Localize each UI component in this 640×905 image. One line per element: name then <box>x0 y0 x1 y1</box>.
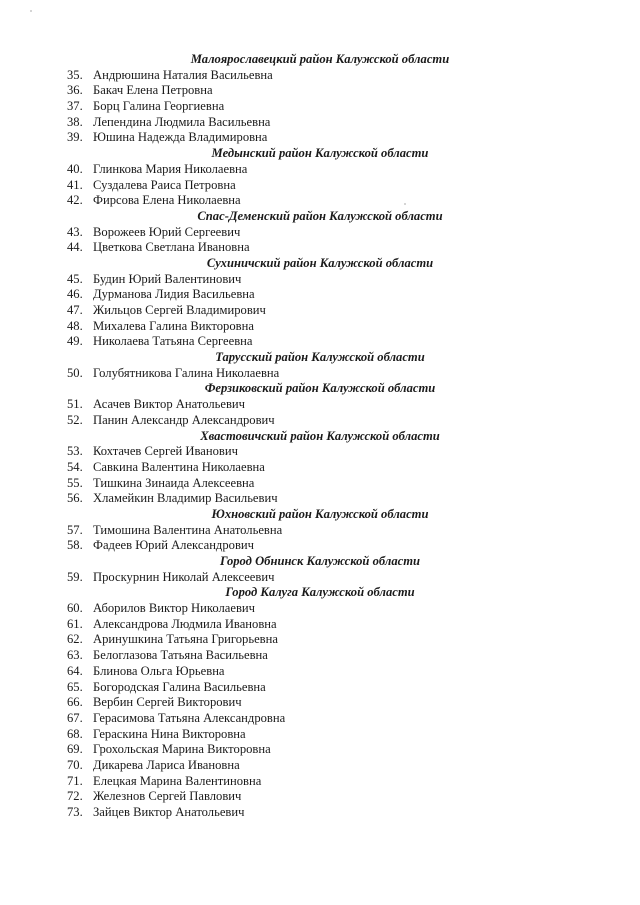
section-title: Ферзиковский район Калужской области <box>204 381 436 396</box>
section-heading <box>0 256 640 272</box>
section-heading <box>0 507 640 523</box>
list-item-name: Глинкова Мария Николаевна <box>93 161 248 176</box>
section-title: Медынский район Калужской области <box>211 146 429 161</box>
list-item-number: 51. <box>67 397 83 412</box>
list-item <box>0 366 640 382</box>
list-item-name: Железнов Сергей Павлович <box>93 789 242 804</box>
list-item <box>0 758 640 774</box>
list-item <box>0 444 640 460</box>
document-body <box>0 52 640 821</box>
list-item-number: 58. <box>67 538 83 553</box>
list-item-number: 45. <box>67 271 83 286</box>
list-item-number: 71. <box>67 773 83 788</box>
list-item-number: 60. <box>67 601 83 616</box>
list-item-number: 73. <box>67 805 83 819</box>
list-item-name: Николаева Татьяна Сергеевна <box>93 334 253 349</box>
list-item <box>0 711 640 727</box>
list-item-number: 65. <box>67 679 83 694</box>
section-heading <box>0 381 640 397</box>
section-heading <box>0 52 640 68</box>
list-item-name: Герасимова Татьяна Александровна <box>93 710 286 725</box>
list-item-number: 53. <box>67 444 83 459</box>
list-item-name: Савкина Валентина Николаевна <box>93 459 265 474</box>
list-item-number: 41. <box>67 177 83 192</box>
scan-speck <box>30 10 32 12</box>
list-item-number: 68. <box>67 726 83 741</box>
section-heading <box>0 585 640 601</box>
list-item-number: 48. <box>67 318 83 333</box>
list-item <box>0 397 640 413</box>
list-item-name: Аринушкина Татьяна Григорьевна <box>93 632 278 647</box>
list-item-number: 55. <box>67 475 83 490</box>
list-item <box>0 240 640 256</box>
list-item <box>0 178 640 194</box>
list-item-name: Белоглазова Татьяна Васильевна <box>93 648 268 663</box>
section-title: Юхновский район Калужской области <box>211 506 429 521</box>
list-item-name: Ворожеев Юрий Сергеевич <box>93 224 241 239</box>
list-item-number: 39. <box>67 130 83 145</box>
list-item <box>0 774 640 790</box>
list-item <box>0 538 640 554</box>
list-item-name: Михалева Галина Викторовна <box>93 318 254 333</box>
list-item-number: 66. <box>67 695 83 710</box>
list-item <box>0 334 640 350</box>
list-item-name: Панин Александр Александрович <box>93 412 275 427</box>
list-item-number: 42. <box>67 193 83 208</box>
list-item <box>0 162 640 178</box>
list-item-number: 35. <box>67 67 83 82</box>
list-item-number: 36. <box>67 83 83 98</box>
list-item <box>0 68 640 84</box>
list-item-name: Грохольская Марина Викторовна <box>93 742 271 757</box>
list-item <box>0 83 640 99</box>
list-item <box>0 115 640 131</box>
list-item-name: Вербин Сергей Викторович <box>93 695 242 710</box>
list-item-number: 70. <box>67 757 83 772</box>
list-item <box>0 648 640 664</box>
list-item-name: Борц Галина Георгиевна <box>93 99 225 114</box>
list-item-name: Александрова Людмила Ивановна <box>93 616 277 631</box>
section-heading <box>0 146 640 162</box>
list-item <box>0 319 640 335</box>
section-title: Сухиничский район Калужской области <box>206 255 434 270</box>
list-item-number: 64. <box>67 663 83 678</box>
list-item <box>0 632 640 648</box>
list-item-number: 56. <box>67 491 83 506</box>
list-item-name: Тимошина Валентина Анатольевна <box>93 522 283 537</box>
list-item-number: 43. <box>67 224 83 239</box>
section-title: Город Калуга Калужской области <box>225 585 415 600</box>
list-item <box>0 413 640 429</box>
list-item-number: 54. <box>67 459 83 474</box>
list-item-name: Гераскина Нина Викторовна <box>93 726 246 741</box>
list-item-number: 57. <box>67 522 83 537</box>
list-item-name: Жильцов Сергей Владимирович <box>93 303 266 317</box>
list-item <box>0 789 640 805</box>
list-item-number: 50. <box>67 365 83 380</box>
list-item-name: Елецкая Марина Валентиновна <box>93 773 262 788</box>
section-heading <box>0 350 640 366</box>
list-item-name: Лепендина Людмила Васильевна <box>93 114 271 129</box>
list-item-number: 47. <box>67 303 83 317</box>
section-heading <box>0 429 640 445</box>
list-item <box>0 805 640 821</box>
list-item-name: Фадеев Юрий Александрович <box>93 538 254 553</box>
list-item-number: 63. <box>67 648 83 663</box>
list-item-name: Юшина Надежда Владимировна <box>93 130 268 145</box>
list-item <box>0 272 640 288</box>
list-item <box>0 287 640 303</box>
list-item-number: 40. <box>67 161 83 176</box>
list-item-number: 44. <box>67 240 83 255</box>
list-item-name: Дурманова Лидия Васильевна <box>93 287 255 302</box>
section-title: Тарусский район Калужской области <box>215 350 425 365</box>
list-item-number: 62. <box>67 632 83 647</box>
list-item-name: Фирсова Елена Николаевна <box>93 193 241 208</box>
section-title: Город Обнинск Калужской области <box>219 554 421 568</box>
list-item <box>0 742 640 758</box>
list-item-name: Блинова Ольга Юрьевна <box>93 663 225 678</box>
list-item-name: Дикарева Лариса Ивановна <box>93 757 240 772</box>
list-item-number: 67. <box>67 710 83 725</box>
list-item-name: Богородская Галина Васильевна <box>93 679 266 694</box>
list-item-name: Кохтачев Сергей Иванович <box>93 444 238 459</box>
list-item-name: Суздалева Раиса Петровна <box>93 177 236 192</box>
list-item <box>0 225 640 241</box>
list-item-number: 61. <box>67 616 83 631</box>
list-item-number: 46. <box>67 287 83 302</box>
list-item-number: 59. <box>67 569 83 584</box>
list-item <box>0 193 640 209</box>
list-item <box>0 491 640 507</box>
list-item <box>0 476 640 492</box>
list-item-name: Бакач Елена Петровна <box>93 83 213 98</box>
list-item-name: Голубятникова Галина Николаевна <box>93 365 280 380</box>
section-heading <box>0 554 640 570</box>
list-item-number: 37. <box>67 99 83 114</box>
section-heading <box>0 209 640 225</box>
list-item-name: Проскурнин Николай Алексеевич <box>93 569 275 584</box>
list-item-name: Будин Юрий Валентинович <box>93 271 242 286</box>
list-item-name: Тишкина Зинаида Алексеевна <box>93 475 255 490</box>
list-item <box>0 664 640 680</box>
list-item-name: Аборилов Виктор Николаевич <box>93 601 255 616</box>
list-item <box>0 601 640 617</box>
list-item-name: Асачев Виктор Анатольевич <box>93 397 246 412</box>
list-item <box>0 570 640 586</box>
list-item-name: Андрюшина Наталия Васильевна <box>93 67 273 82</box>
list-item <box>0 617 640 633</box>
list-item-name: Хламейкин Владимир Васильевич <box>93 491 278 506</box>
list-item <box>0 303 640 319</box>
list-item <box>0 460 640 476</box>
list-item <box>0 727 640 743</box>
list-item <box>0 99 640 115</box>
list-item <box>0 680 640 696</box>
list-item-number: 72. <box>67 789 83 804</box>
list-item <box>0 695 640 711</box>
list-item-number: 38. <box>67 114 83 129</box>
list-item-number: 52. <box>67 412 83 427</box>
section-title: Хвастовичский район Калужской области <box>200 428 440 443</box>
section-title: Малоярославецкий район Калужской области <box>190 52 450 66</box>
section-title: Спас-Деменский район Калужской области <box>197 208 443 223</box>
list-item-name: Зайцев Виктор Анатольевич <box>93 805 245 819</box>
list-item-name: Цветкова Светлана Ивановна <box>93 240 250 255</box>
list-item-number: 69. <box>67 742 83 757</box>
list-item <box>0 523 640 539</box>
list-item-number: 49. <box>67 334 83 349</box>
list-item <box>0 130 640 146</box>
